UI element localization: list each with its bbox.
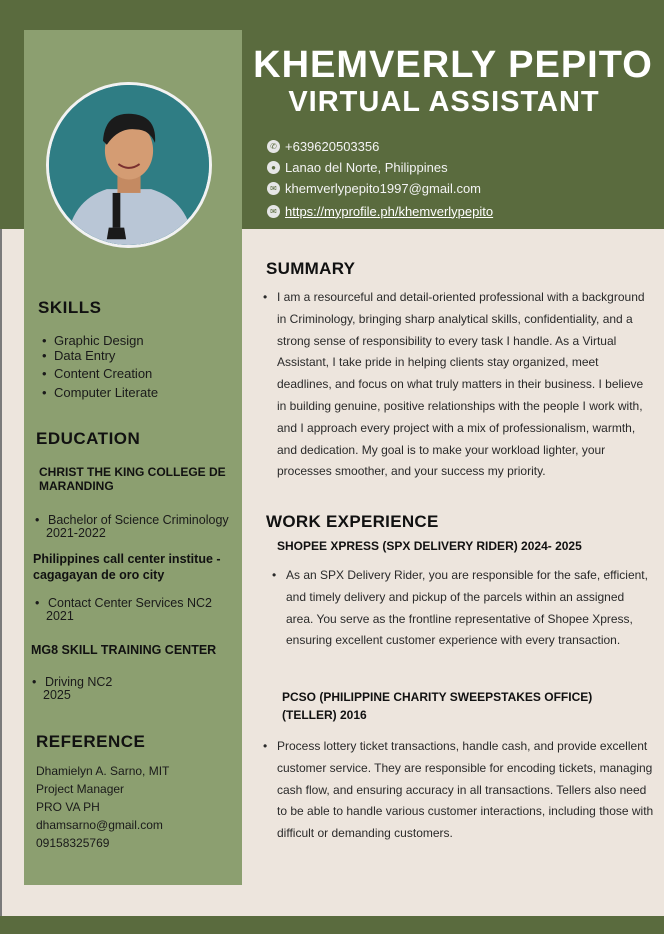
contact-email: ✉ khemverlypepito1997@gmail.com (267, 178, 657, 198)
contact-phone: ✆ +639620503356 (267, 136, 657, 156)
job-description-spx: • As an SPX Delivery Rider, you are responsible for the safe, efficient, and timely delivery and pickup of the parcels within an assigned area. You serve as the frontline representative of Shopee Xpress, ensuring excellent customer experience with every transaction. (272, 568, 648, 648)
job-title: VIRTUAL ASSISTANT (288, 86, 600, 118)
school-name: MG8 SKILL TRAINING CENTER (31, 643, 217, 657)
link-icon: ✉ (267, 205, 280, 218)
summary-text: • I am a resourceful and detail-oriented professional with a background in Criminology, bringing sharp analytical skills, confidentiality, and a strong sense of responsibility to every task I handle. As a Virtual Assistant, I take pride in helping clients stay organized, meet deadlines, and focus on what truly matters in their business. I believe in building genuine, positive relationships with the people I work with, and I approach every project with a mix of professionalism, warmth, and dedication. My goal is to make your workload lighter, your processes smoother, and your success my priority. (263, 290, 645, 479)
reference-heading: REFERENCE (36, 732, 146, 751)
phone-icon: ✆ (267, 140, 280, 153)
job-description-pcso: • Process lottery ticket transactions, handle cash, and provide excellent customer service. They are responsible for encoding tickets, managing cash flow, and ensuring accuracy in all transactions. Tellers also need to be able to handle various customer interactions, including those with difficult or demanding customers. (263, 739, 654, 841)
reference-company: PRO VA PH (36, 800, 100, 814)
school-name: CHRIST THE KING COLLEGE DE MARANDING (39, 465, 226, 493)
profile-link[interactable]: https://myprofile.ph/khemverlypepito (285, 203, 494, 219)
reference-name: Dhamielyn A. Sarno, MIT (36, 764, 170, 778)
reference-phone: 09158325769 (36, 836, 110, 850)
education-heading: EDUCATION (36, 429, 141, 448)
school-program: • Driving NC2 2025 (31, 676, 112, 702)
candidate-name: KHEMVERLY PEPITO (253, 44, 653, 86)
skill-item: • Data Entry (40, 347, 158, 366)
school-program: • Bachelor of Science Criminology 2021-2022 (34, 514, 229, 540)
skills-heading: SKILLS (38, 298, 102, 317)
work-heading: WORK EXPERIENCE (266, 512, 439, 531)
summary-heading: SUMMARY (266, 259, 356, 278)
reference-details (36, 762, 169, 852)
contact-location: ● Lanao del Norte, Philippines (267, 157, 657, 177)
skill-item: • Graphic Design (40, 332, 158, 351)
reference-email: dhamsarno@gmail.com (36, 818, 163, 832)
school-program: • Contact Center Services NC2 2021 (34, 597, 212, 623)
footer-band (0, 916, 664, 934)
location-icon: ● (267, 161, 280, 174)
skills-list (40, 332, 158, 402)
skill-item: • Computer Literate (40, 384, 158, 403)
job-title-spx: SHOPEE XPRESS (SPX DELIVERY RIDER) 2024- 2025 (277, 539, 582, 553)
contact-profile-link[interactable] (267, 201, 657, 221)
skill-item: • Content Creation (40, 365, 158, 384)
email-icon: ✉ (267, 182, 280, 195)
school-name: Philippines call center institue - cagagayan de oro city (33, 552, 221, 582)
profile-photo (46, 82, 212, 248)
contact-block (267, 136, 657, 222)
reference-position: Project Manager (36, 782, 125, 796)
job-title-pcso: PCSO (PHILIPPINE CHARITY SWEEPSTAKES OFFICE) (TELLER) 2016 (282, 690, 593, 722)
